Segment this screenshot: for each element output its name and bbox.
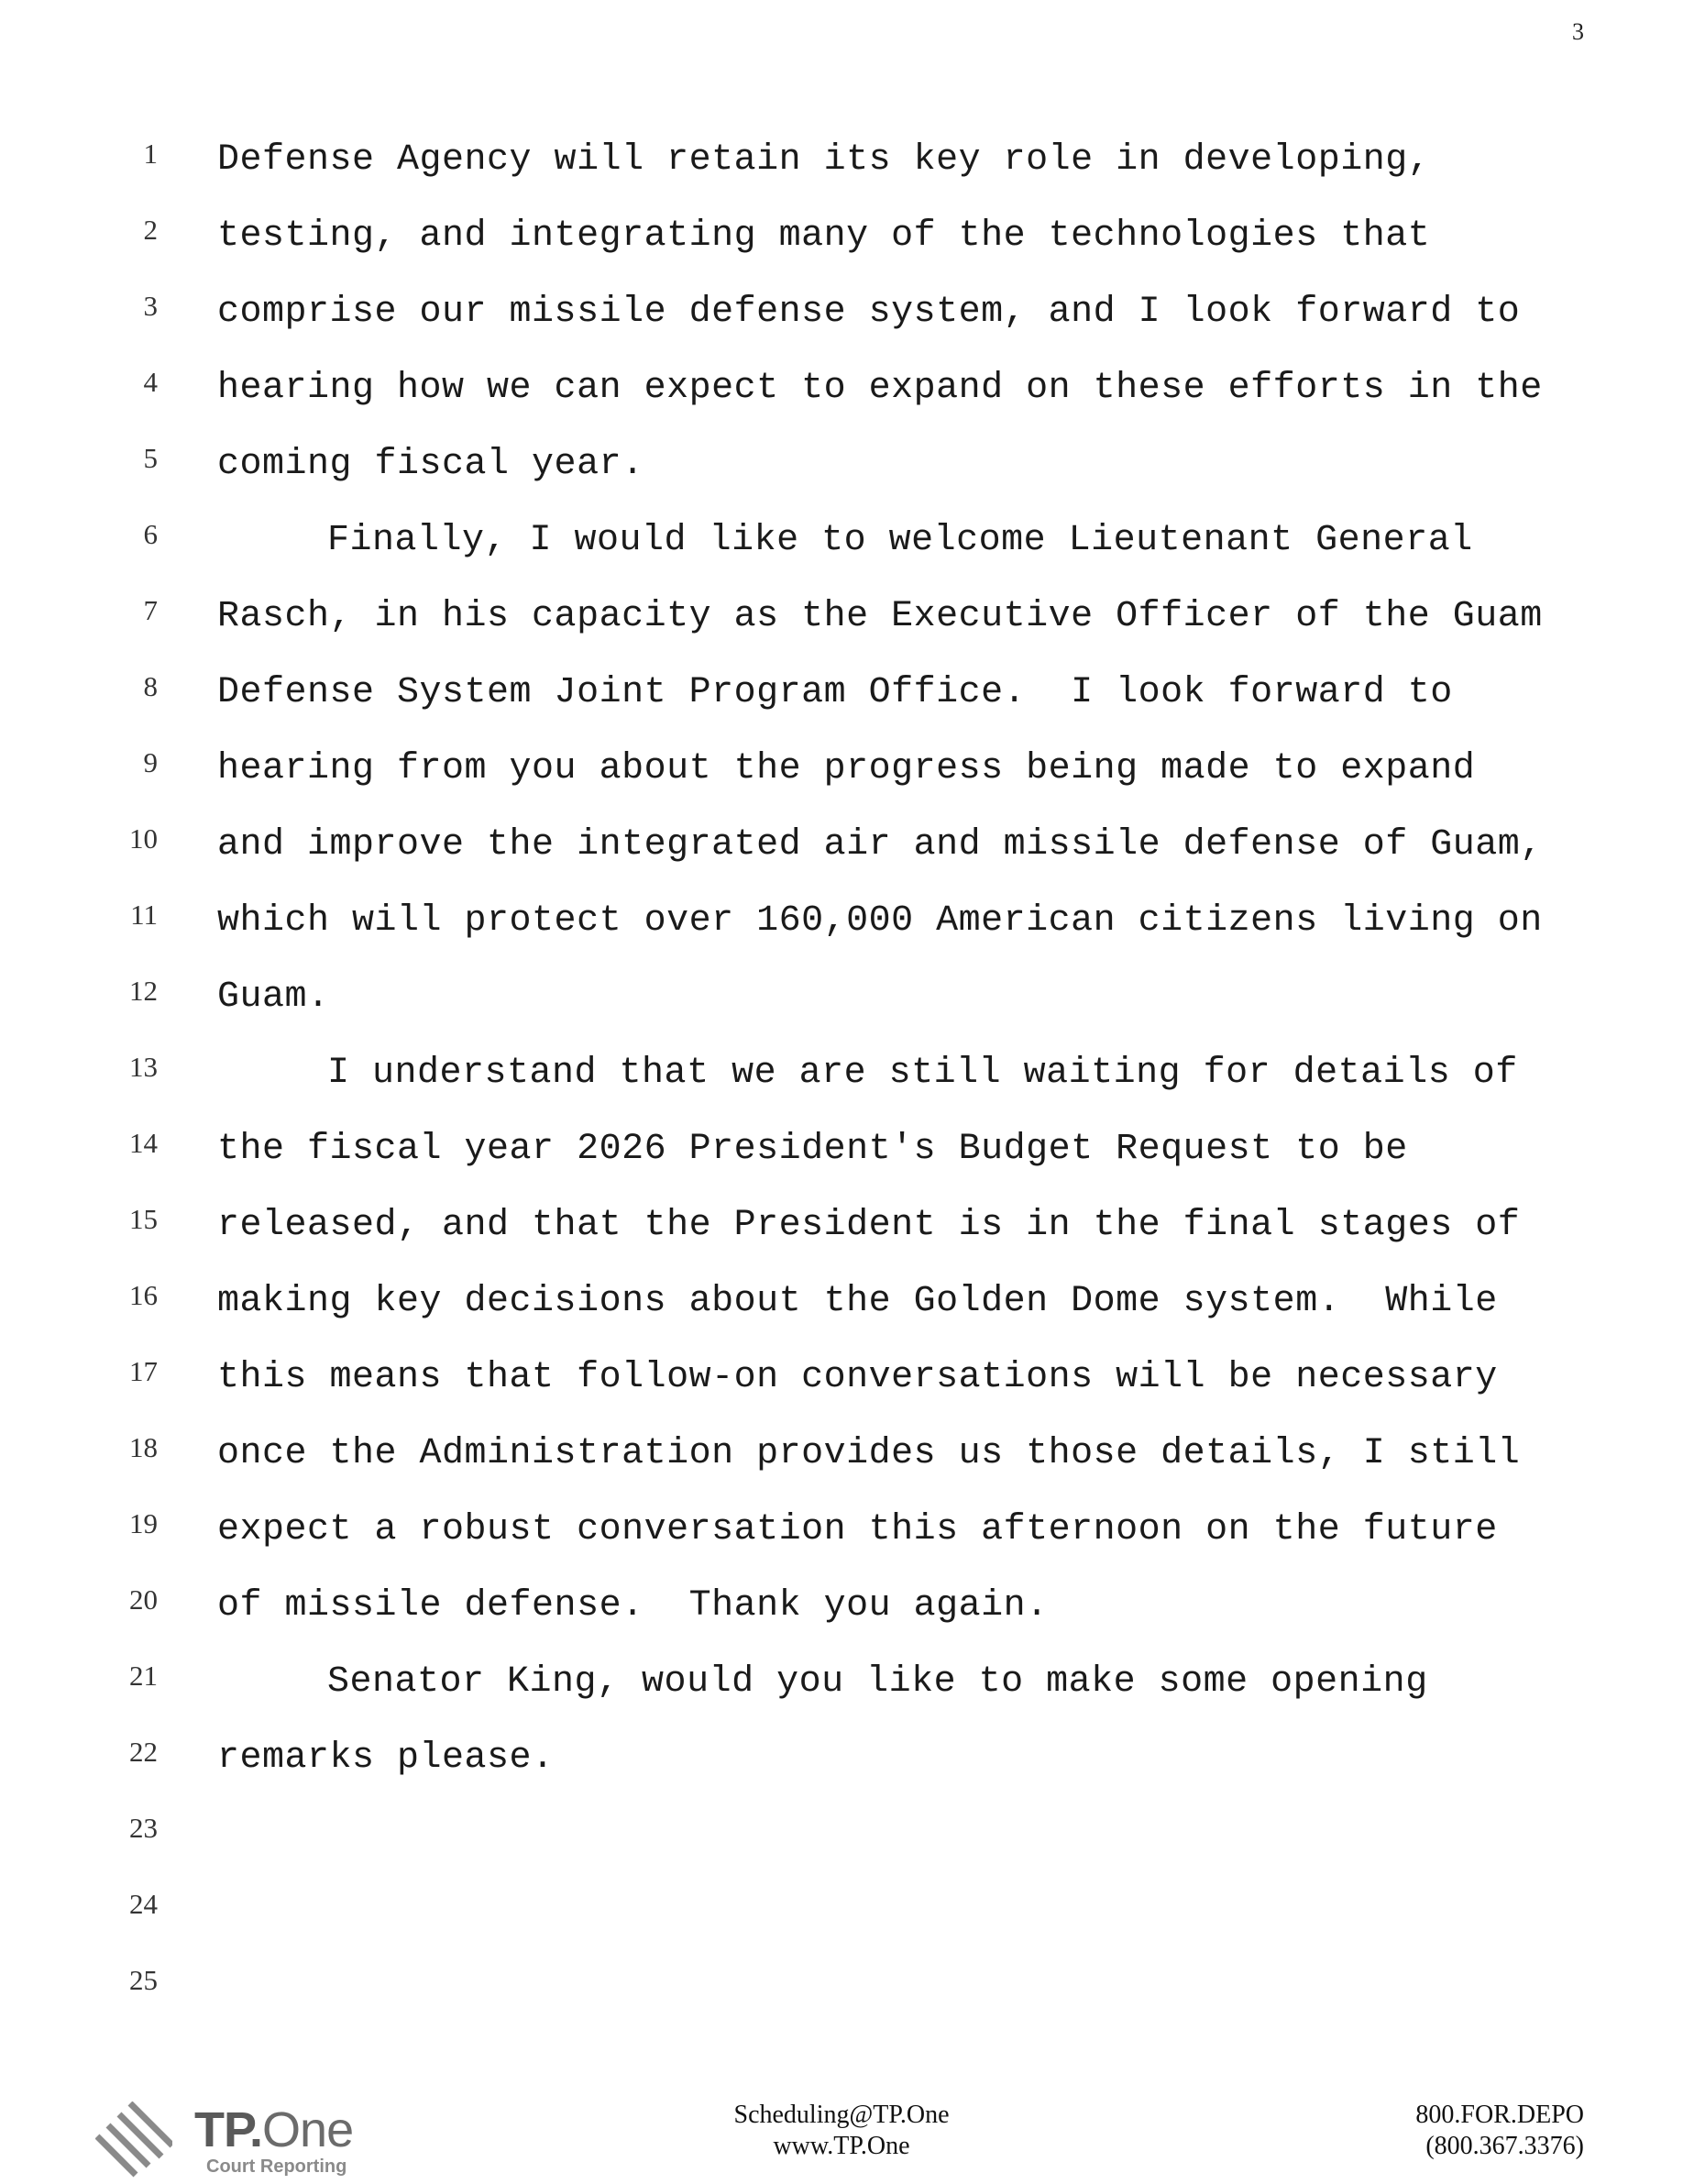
line-number: 14 [129, 1127, 158, 1159]
transcript-line [0, 282, 1683, 358]
transcript-line [0, 1652, 1683, 1728]
logo-title-rest: One [262, 2102, 354, 2157]
line-text: Senator King, would you like to make some opening [327, 1661, 1428, 1703]
transcript-line [0, 815, 1683, 891]
line-text: and improve the integrated air and missile defense of Guam, [217, 824, 1543, 866]
footer-email: Scheduling@TP.One [733, 2101, 950, 2129]
line-number: 6 [143, 518, 158, 550]
transcript-line [0, 1728, 1683, 1804]
logo-title-bold: TP. [194, 2102, 263, 2157]
line-text: the fiscal year 2026 President's Budget Request to be [217, 1129, 1408, 1170]
transcript-line [0, 587, 1683, 663]
line-number: 22 [129, 1736, 158, 1768]
line-text: Finally, I would like to welcome Lieutenant General [327, 520, 1473, 561]
line-text: Defense System Joint Program Office. I look forward to [217, 672, 1453, 713]
footer-phone-number: (800.367.3376) [1425, 2132, 1584, 2160]
page-number: 3 [1572, 18, 1584, 45]
transcript-line [0, 663, 1683, 739]
line-number: 4 [143, 366, 158, 398]
line-text: making key decisions about the Golden Dome system. While [217, 1281, 1498, 1322]
logo-title [194, 2101, 353, 2158]
line-text: I understand that we are still waiting for details of [327, 1053, 1518, 1094]
line-number: 24 [129, 1888, 158, 1920]
line-number: 17 [129, 1355, 158, 1387]
transcript-line [0, 511, 1683, 587]
line-text: testing, and integrating many of the technologies that [217, 215, 1431, 257]
line-text: Rasch, in his capacity as the Executive Officer of the Guam [217, 596, 1543, 637]
line-number: 20 [129, 1583, 158, 1616]
line-text: of missile defense. Thank you again. [217, 1585, 1049, 1627]
line-text: once the Administration provides us those details, I still [217, 1433, 1521, 1474]
transcript-line [0, 358, 1683, 435]
transcript-line [0, 1348, 1683, 1424]
diagonal-stripes-icon [95, 2101, 172, 2178]
transcript-line [0, 1804, 1683, 1881]
line-number: 21 [129, 1660, 158, 1692]
line-number: 16 [129, 1279, 158, 1311]
line-text: comprise our missile defense system, and I look forward to [217, 292, 1521, 333]
tp-one-logo [95, 2101, 370, 2184]
line-number: 5 [143, 442, 158, 474]
line-number: 3 [143, 290, 158, 322]
line-number: 1 [143, 138, 158, 170]
line-text: hearing how we can expect to expand on these efforts in the [217, 368, 1543, 409]
line-text: Guam. [217, 976, 330, 1018]
transcript-line [0, 130, 1683, 206]
transcript-line [0, 1881, 1683, 1957]
footer-phone [1415, 2100, 1584, 2162]
transcript-line [0, 1196, 1683, 1272]
transcript-line [0, 1957, 1683, 2033]
line-text: released, and that the President is in the final stages of [217, 1205, 1521, 1246]
transcript-line [0, 891, 1683, 967]
line-number: 12 [129, 975, 158, 1007]
footer-phone-vanity: 800.FOR.DEPO [1415, 2101, 1584, 2129]
transcript-line [0, 967, 1683, 1043]
transcript-line [0, 1272, 1683, 1348]
line-number: 13 [129, 1051, 158, 1083]
line-text: expect a robust conversation this afternoon on the future [217, 1509, 1498, 1550]
line-number: 9 [143, 746, 158, 778]
footer-website: www.TP.One [773, 2132, 910, 2160]
transcript-line [0, 1424, 1683, 1500]
transcript-line [0, 435, 1683, 511]
transcript-line [0, 1576, 1683, 1652]
transcript-line [0, 1043, 1683, 1120]
transcript-line [0, 1120, 1683, 1196]
line-number: 15 [129, 1203, 158, 1235]
line-text: this means that follow-on conversations will be necessary [217, 1357, 1498, 1398]
transcript-line [0, 206, 1683, 282]
transcript-line [0, 739, 1683, 815]
page-footer [0, 2087, 1683, 2178]
line-text: hearing from you about the progress being made to expand [217, 748, 1476, 789]
line-text: coming fiscal year. [217, 444, 644, 485]
line-text: remarks please. [217, 1737, 555, 1779]
line-number: 25 [129, 1964, 158, 1996]
logo-subtitle: Court Reporting [206, 2156, 347, 2177]
transcript-body [0, 130, 1683, 2033]
line-number: 10 [129, 822, 158, 855]
line-number: 8 [143, 670, 158, 702]
line-number: 2 [143, 214, 158, 246]
line-number: 7 [143, 594, 158, 626]
line-text: which will protect over 160,000 American citizens living on [217, 900, 1543, 942]
footer-contact [642, 2100, 1041, 2162]
line-number: 23 [129, 1812, 158, 1844]
line-number: 11 [130, 899, 158, 931]
transcript-line [0, 1500, 1683, 1576]
line-number: 18 [129, 1431, 158, 1463]
line-number: 19 [129, 1507, 158, 1539]
line-text: Defense Agency will retain its key role in developing, [217, 139, 1431, 181]
